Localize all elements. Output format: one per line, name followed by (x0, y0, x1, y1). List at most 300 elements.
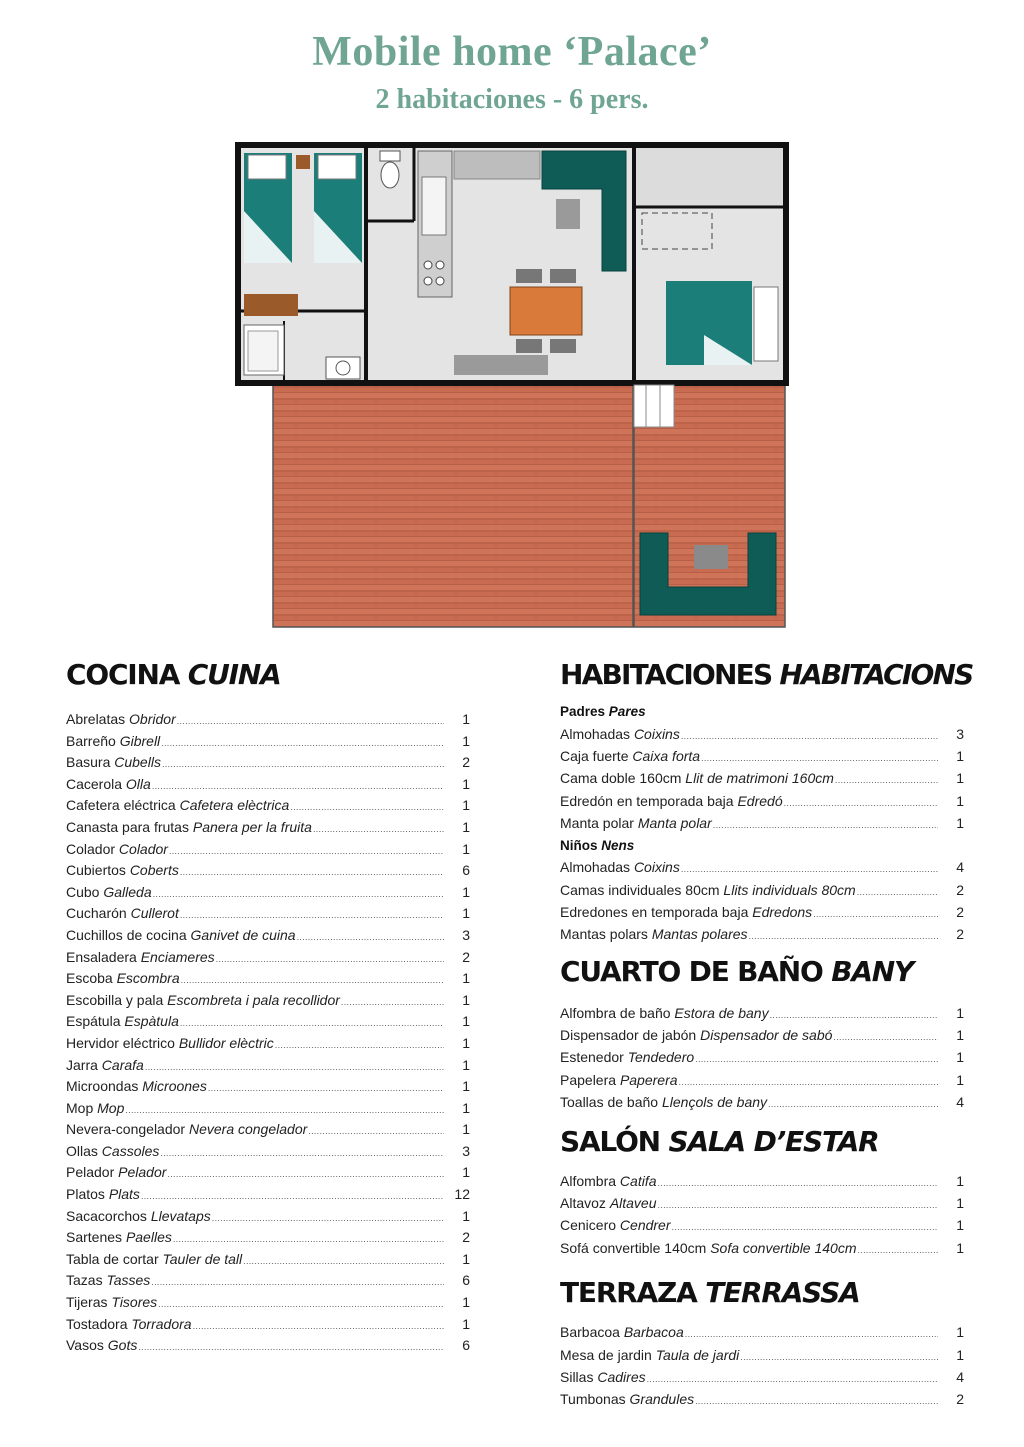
item-name-es: Pelador (66, 1164, 115, 1181)
item-label (66, 947, 215, 969)
dot-leader (681, 725, 938, 747)
item-label (66, 1011, 179, 1033)
bathroom-list (560, 1002, 964, 1114)
item-name-ca: Gibrell (119, 732, 161, 749)
item-name-es: Sartenes (66, 1229, 123, 1246)
item-quantity: 4 (956, 859, 964, 876)
dot-leader (141, 1186, 444, 1208)
item-name-ca: Llevataps (150, 1207, 211, 1224)
list-item (560, 856, 964, 878)
item-quantity: 1 (462, 1207, 470, 1224)
list-item (66, 882, 470, 904)
item-label (66, 839, 168, 861)
item-name-ca: Colador (118, 840, 168, 857)
list-item (66, 1292, 470, 1314)
item-name-ca: Cubells (114, 754, 161, 771)
dot-leader (180, 1013, 444, 1035)
item-quantity: 3 (462, 1142, 470, 1159)
item-quantity: 1 (956, 1049, 964, 1066)
item-name-ca: Plats (108, 1186, 140, 1203)
item-name-es: Basura (66, 754, 111, 771)
list-item (66, 1119, 470, 1141)
dot-leader (177, 711, 444, 733)
item-quantity: 1 (462, 840, 470, 857)
dot-leader (658, 1194, 938, 1216)
item-label (560, 1002, 769, 1024)
item-quantity: 1 (956, 1071, 964, 1088)
list-item (560, 723, 964, 745)
dot-leader (313, 819, 444, 841)
item-name-es: Camas individuales 80cm (560, 881, 720, 898)
item-label (66, 968, 180, 990)
item-quantity: 1 (462, 1078, 470, 1095)
dot-leader (770, 1004, 938, 1026)
item-name-es: Cafetera eléctrica (66, 797, 176, 814)
dot-leader (180, 905, 444, 927)
list-item (560, 745, 964, 767)
item-name-es: Ensaladera (66, 948, 137, 965)
item-name-es: Tazas (66, 1272, 103, 1289)
dot-leader (858, 1239, 938, 1261)
item-name-ca: Cassoles (101, 1142, 160, 1159)
item-name-es: Cama doble 160cm (560, 770, 682, 787)
list-item (66, 774, 470, 796)
dot-leader (833, 1026, 938, 1048)
list-item (66, 860, 470, 882)
dot-leader (701, 747, 938, 769)
living-room-list (560, 1170, 964, 1260)
item-name-ca: Edredó (737, 792, 783, 809)
item-name-ca: Llençols de bany (661, 1094, 768, 1111)
item-name-es: Mantas polars (560, 926, 648, 943)
item-quantity: 12 (454, 1186, 470, 1203)
item-name-es: Vasos (66, 1337, 104, 1354)
terrace-list (560, 1321, 964, 1411)
list-item (560, 1214, 964, 1236)
item-name-es: Barreño (66, 732, 116, 749)
item-label (66, 990, 340, 1012)
item-name-es: Cacerola (66, 775, 123, 792)
item-name-ca: Dispensador de sabó (700, 1027, 833, 1044)
item-name-es: Hervidor eléctrico (66, 1034, 175, 1051)
item-label (560, 1024, 832, 1046)
parents-subheading: Padres Pares (560, 704, 646, 719)
item-label (560, 1192, 657, 1214)
item-quantity: 2 (956, 926, 964, 943)
item-name-es: Cubo (66, 883, 100, 900)
list-item (560, 1237, 964, 1259)
item-name-es: Tumbonas (560, 1391, 626, 1408)
list-item (560, 923, 964, 945)
item-name-es: Dispensador de jabón (560, 1027, 697, 1044)
list-item (66, 1076, 470, 1098)
list-item (66, 1227, 470, 1249)
item-quantity: 1 (462, 1250, 470, 1267)
item-name-ca: Escombra (116, 970, 180, 987)
item-quantity: 1 (462, 991, 470, 1008)
bathroom-heading: CUARTO DE BAÑO BANY (560, 954, 914, 988)
item-name-ca: Ganivet de cuina (190, 926, 296, 943)
item-name-es: Altavoz (560, 1195, 606, 1212)
item-label (66, 1033, 274, 1055)
item-label (66, 1076, 207, 1098)
item-quantity: 4 (956, 1094, 964, 1111)
item-name-ca: Grandules (629, 1391, 695, 1408)
item-name-ca: Altaveu (609, 1195, 657, 1212)
dot-leader (160, 1143, 444, 1165)
item-label (560, 790, 783, 812)
item-label (560, 812, 712, 834)
item-quantity: 6 (462, 1337, 470, 1354)
living-room-heading: SALÓN SALA D’ESTAR (560, 1124, 879, 1158)
item-name-es: Mop (66, 1099, 94, 1116)
item-name-es: Espátula (66, 1013, 121, 1030)
item-name-es: Tostadora (66, 1315, 128, 1332)
item-name-es: Platos (66, 1186, 105, 1203)
item-label (66, 795, 289, 817)
item-name-ca: Coixins (633, 725, 680, 742)
item-quantity: 2 (956, 1391, 964, 1408)
dot-leader (835, 769, 938, 791)
item-name-ca: Espàtula (124, 1013, 179, 1030)
list-item (66, 1314, 470, 1336)
item-name-ca: Coixins (633, 859, 680, 876)
item-label (66, 1184, 140, 1206)
item-name-es: Cenicero (560, 1217, 617, 1234)
item-name-es: Edredón en temporada baja (560, 792, 734, 809)
item-name-es: Toallas de baño (560, 1094, 659, 1111)
list-item (66, 1141, 470, 1163)
list-item (560, 1091, 964, 1113)
item-quantity: 1 (956, 1346, 964, 1363)
item-label (560, 879, 856, 901)
item-quantity: 2 (956, 881, 964, 898)
item-name-ca: Llits individuals 80cm (723, 881, 856, 898)
list-item (66, 1249, 470, 1271)
item-label (66, 774, 151, 796)
item-name-es: Canasta para frutas (66, 818, 189, 835)
dot-leader (857, 881, 938, 903)
dot-leader (161, 733, 444, 755)
item-name-ca: Mantas polares (651, 926, 748, 943)
item-name-es: Alfombra (560, 1172, 617, 1189)
dot-leader (180, 862, 444, 884)
item-quantity: 1 (462, 732, 470, 749)
item-name-ca: Mop (97, 1099, 125, 1116)
dot-leader (173, 1229, 444, 1251)
list-item (66, 925, 470, 947)
list-item (66, 947, 470, 969)
dot-leader (672, 1216, 938, 1238)
item-quantity: 1 (462, 1034, 470, 1051)
item-quantity: 1 (956, 1027, 964, 1044)
dot-leader (679, 1071, 938, 1093)
kitchen-heading: COCINA CUINA (66, 658, 281, 691)
item-label (560, 745, 700, 767)
list-item (560, 1321, 964, 1343)
dot-leader (181, 970, 444, 992)
item-name-es: Sofá convertible 140cm (560, 1239, 707, 1256)
item-label (66, 1314, 192, 1336)
item-quantity: 1 (956, 770, 964, 787)
item-name-es: Barbacoa (560, 1324, 620, 1341)
dot-leader (152, 776, 444, 798)
list-item (66, 731, 470, 753)
dot-leader (695, 1048, 938, 1070)
list-item (560, 1388, 964, 1410)
item-name-es: Caja fuerte (560, 747, 629, 764)
parents-list (560, 723, 964, 835)
item-label (560, 1237, 857, 1259)
list-item (66, 1055, 470, 1077)
dot-leader (162, 754, 444, 776)
list-item (66, 1184, 470, 1206)
item-label (560, 1214, 671, 1236)
item-name-ca: Olla (125, 775, 151, 792)
item-label (66, 752, 161, 774)
dot-leader (216, 949, 444, 971)
item-quantity: 1 (462, 1013, 470, 1030)
item-name-ca: Caixa forta (632, 747, 701, 764)
item-quantity: 1 (462, 1056, 470, 1073)
item-quantity: 1 (462, 818, 470, 835)
item-label (66, 1055, 144, 1077)
dot-leader (208, 1078, 444, 1100)
item-label (66, 1292, 157, 1314)
item-quantity: 1 (462, 1315, 470, 1332)
item-quantity: 1 (462, 1294, 470, 1311)
item-label (560, 1170, 657, 1192)
item-quantity: 1 (462, 1099, 470, 1116)
item-label (66, 817, 312, 839)
item-name-es: Almohadas (560, 859, 631, 876)
list-item (66, 1162, 470, 1184)
item-quantity: 6 (462, 1272, 470, 1289)
item-name-ca: Manta polar (637, 815, 712, 832)
item-name-ca: Tasses (106, 1272, 151, 1289)
item-name-ca: Llit de matrimoni 160cm (685, 770, 834, 787)
item-name-ca: Cendrer (619, 1217, 671, 1234)
item-label (560, 1388, 694, 1410)
item-label (560, 923, 748, 945)
item-name-ca: Catifa (619, 1172, 657, 1189)
dot-leader (297, 927, 444, 949)
inventory-right-column (560, 655, 973, 1411)
item-name-es: Mesa de jardin (560, 1346, 652, 1363)
item-quantity: 1 (956, 1195, 964, 1212)
item-name-es: Nevera-congelador (66, 1121, 186, 1138)
list-item (560, 1170, 964, 1192)
dot-leader (341, 992, 444, 1014)
item-name-ca: Cadires (597, 1369, 646, 1385)
dot-leader (647, 1368, 938, 1390)
item-label (66, 709, 176, 731)
dot-leader (243, 1251, 444, 1273)
item-name-ca: Microones (142, 1078, 207, 1095)
item-label (66, 1270, 150, 1292)
dot-leader (784, 792, 938, 814)
kitchen-list (66, 709, 470, 1357)
item-label (66, 1162, 166, 1184)
item-label (560, 1046, 694, 1068)
item-label (66, 925, 296, 947)
item-label (560, 901, 812, 923)
list-item (66, 903, 470, 925)
list-item (560, 1046, 964, 1068)
item-quantity: 1 (956, 1172, 964, 1189)
dot-leader (695, 1390, 938, 1412)
item-name-ca: Coberts (129, 862, 179, 879)
item-name-es: Sillas (560, 1369, 594, 1385)
list-item (66, 795, 470, 817)
page-subtitle: 2 habitaciones - 6 pers. (375, 84, 649, 115)
item-label (66, 1249, 242, 1271)
item-name-ca: Galleda (103, 883, 152, 900)
list-item (560, 1069, 964, 1091)
item-quantity: 1 (956, 747, 964, 764)
item-quantity: 4 (956, 1369, 964, 1385)
item-name-es: Abrelatas (66, 711, 126, 727)
page-title: Mobile home ‘Palace’ (312, 29, 712, 75)
list-item (66, 968, 470, 990)
item-quantity: 3 (462, 926, 470, 943)
item-name-ca: Tauler de tall (162, 1250, 243, 1267)
list-item (66, 1033, 470, 1055)
item-name-ca: Edredons (752, 903, 813, 920)
list-item (560, 812, 964, 834)
list-item (560, 901, 964, 923)
kids-subheading: Niños Nens (560, 837, 635, 853)
item-name-ca: Torradora (131, 1315, 192, 1332)
list-item (560, 879, 964, 901)
item-quantity: 2 (462, 1229, 470, 1246)
list-item (66, 1011, 470, 1033)
item-label (560, 1366, 646, 1388)
item-quantity: 1 (462, 775, 470, 792)
list-item (66, 1335, 470, 1357)
dot-leader (212, 1208, 444, 1230)
dot-leader (713, 814, 938, 836)
item-name-es: Cuchillos de cocina (66, 926, 187, 943)
item-quantity: 2 (462, 948, 470, 965)
item-label (66, 1227, 172, 1249)
dot-leader (125, 1100, 444, 1122)
list-item (560, 1024, 964, 1046)
item-name-ca: Carafa (101, 1056, 144, 1073)
item-name-ca: Barbacoa (623, 1324, 684, 1341)
item-name-es: Microondas (66, 1078, 139, 1095)
item-label (560, 1344, 739, 1366)
item-label (66, 1119, 307, 1141)
item-quantity: 1 (956, 792, 964, 809)
item-name-es: Colador (66, 840, 116, 857)
item-name-es: Escoba (66, 970, 113, 987)
item-label (66, 1335, 137, 1357)
item-quantity: 1 (462, 905, 470, 922)
dot-leader (193, 1316, 444, 1338)
list-item (66, 990, 470, 1012)
list-item (560, 1192, 964, 1214)
item-label (560, 723, 680, 745)
item-name-ca: Tendedero (627, 1049, 695, 1066)
item-name-es: Tijeras (66, 1294, 108, 1311)
dot-leader (681, 858, 938, 880)
dot-leader (169, 841, 444, 863)
list-item (560, 767, 964, 789)
item-label (66, 882, 152, 904)
kids-list (560, 856, 964, 946)
item-label (560, 1091, 767, 1113)
item-quantity: 1 (462, 711, 470, 727)
list-item (66, 1206, 470, 1228)
item-name-es: Jarra (66, 1056, 98, 1073)
item-name-es: Estenedor (560, 1049, 624, 1066)
item-label (66, 1098, 124, 1120)
item-quantity: 1 (956, 815, 964, 832)
bedrooms-heading: HABITACIONES HABITACIONS (560, 658, 973, 691)
dot-leader (658, 1172, 939, 1194)
item-name-ca: Gots (107, 1337, 138, 1354)
item-label (560, 1069, 678, 1091)
dot-leader (308, 1121, 444, 1143)
item-name-es: Ollas (66, 1142, 98, 1159)
list-item (66, 1098, 470, 1120)
item-name-es: Alfombra de baño (560, 1004, 671, 1021)
item-name-es: Almohadas (560, 725, 631, 742)
item-name-ca: Tisores (111, 1294, 158, 1311)
list-item (560, 1344, 964, 1366)
item-label (66, 1206, 211, 1228)
item-name-ca: Pelador (118, 1164, 167, 1181)
dot-leader (138, 1337, 444, 1359)
dot-leader (153, 884, 444, 906)
list-item (560, 790, 964, 812)
item-quantity: 1 (956, 1239, 964, 1256)
item-quantity: 2 (462, 754, 470, 771)
list-item (560, 1002, 964, 1024)
item-quantity: 1 (462, 1164, 470, 1181)
item-name-es: Sacacorchos (66, 1207, 147, 1224)
dot-leader (768, 1093, 938, 1115)
item-name-ca: Cullerot (130, 905, 179, 922)
item-label (66, 903, 179, 925)
item-name-es: Cucharón (66, 905, 127, 922)
item-quantity: 1 (956, 1217, 964, 1234)
item-quantity: 1 (462, 970, 470, 987)
item-name-ca: Sofa convertible 140cm (710, 1239, 857, 1256)
floorplan-drawing-icon (234, 141, 790, 631)
item-label (560, 767, 834, 789)
dot-leader (167, 1164, 444, 1186)
item-name-es: Escobilla y pala (66, 991, 164, 1008)
list-item (66, 1270, 470, 1292)
item-quantity: 1 (462, 797, 470, 814)
list-item (560, 1366, 964, 1388)
item-quantity: 1 (462, 883, 470, 900)
dot-leader (685, 1323, 938, 1345)
item-name-es: Tabla de cortar (66, 1250, 159, 1267)
item-name-ca: Paperera (619, 1071, 678, 1088)
item-name-ca: Nevera congelador (188, 1121, 308, 1138)
list-item (66, 709, 470, 731)
item-name-es: Papelera (560, 1071, 617, 1088)
item-name-es: Cubiertos (66, 862, 126, 879)
item-label (560, 1321, 684, 1343)
list-item (66, 839, 470, 861)
dot-leader (275, 1035, 444, 1057)
item-name-ca: Estora de bany (674, 1004, 769, 1021)
item-label (66, 860, 179, 882)
